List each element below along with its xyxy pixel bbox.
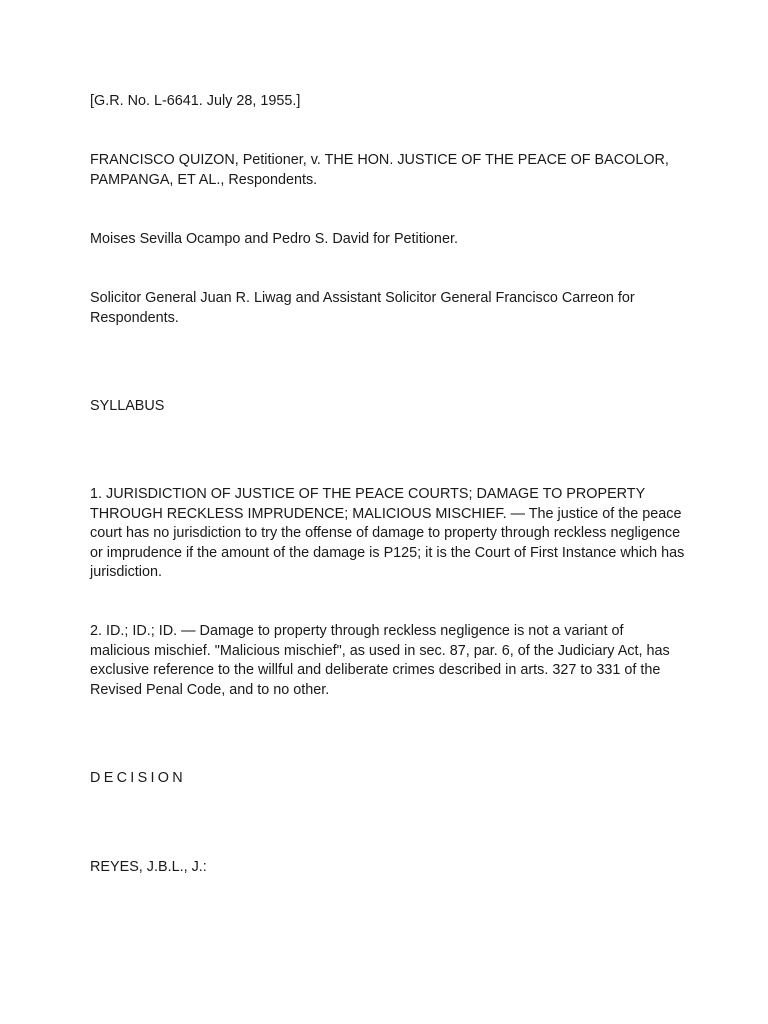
petitioner-counsel: Moises Sevilla Ocampo and Pedro S. David for Petitioner. (90, 231, 458, 247)
syllabus-item: 1. JURISDICTION OF JUSTICE OF THE PEACE COURTS; DAMAGE TO PROPERTY THROUGH RECKLESS IMPRUDENCE; MALICIOUS MISCHIEF. — The justice of the peace court has no jurisdiction to try the offense of damage to property through reckless negligence or imprudence if the amount of the damage is P125; it is the Court of First Instance which has jurisdiction. (90, 486, 685, 580)
case-number: [G.R. No. L-6641. July 28, 1955.] (90, 93, 301, 109)
syllabus-item: 2. ID.; ID.; ID. — Damage to property through reckless negligence is not a variant of malicious mischief. "Malicious mischief", as used in sec. 87, par. 6, of the Judiciary Act, has exclusive reference to the willful and deliberate crimes described in arts. 327 to 331 of the Revised Penal Code, and to no other. (90, 623, 670, 698)
ponente: REYES, J.B.L., J.: (90, 859, 207, 875)
respondent-counsel: Solicitor General Juan R. Liwag and Assistant Solicitor General Francisco Carreon for Respondents. (90, 290, 635, 326)
case-title: FRANCISCO QUIZON, Petitioner, v. THE HON. JUSTICE OF THE PEACE OF BACOLOR, PAMPANGA, ET AL., Respondents. (90, 152, 669, 188)
decision-heading: DECISION (90, 770, 186, 786)
syllabus-heading: SYLLABUS (90, 398, 165, 414)
